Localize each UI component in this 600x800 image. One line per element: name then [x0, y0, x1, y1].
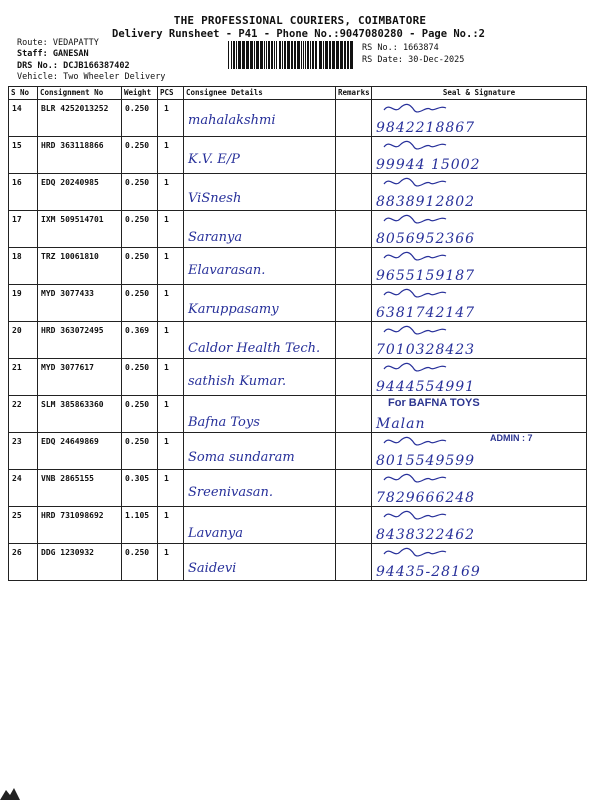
sno-text: 26	[12, 548, 22, 557]
consignment-cell	[38, 470, 122, 507]
consignee-handwriting: Sreenivasan.	[188, 485, 274, 500]
admin-stamp: ADMIN : 7	[490, 433, 533, 443]
route-value: VEDAPATTY	[52, 38, 99, 48]
receiver-phone-handwriting: 8056952366	[376, 231, 476, 247]
consignee-handwriting: mahalakshmi	[188, 113, 276, 128]
route-label: Route:	[17, 38, 48, 48]
pcs-cell	[158, 174, 184, 211]
consignee-cell	[184, 470, 336, 507]
signature-cell	[372, 507, 587, 544]
rs-number-label: RS No.:	[362, 43, 398, 53]
pcs-value: 1	[164, 400, 169, 409]
consignee-cell	[184, 359, 336, 396]
pcs-value: 1	[164, 474, 169, 483]
consignment-cell	[38, 211, 122, 248]
consignment-number: SLM 385863360	[41, 400, 104, 409]
receiver-phone-handwriting: 7829666248	[376, 490, 476, 506]
table-row	[9, 174, 587, 211]
rs-number-line	[362, 43, 439, 53]
drs-label: DRS No.:	[17, 61, 58, 71]
receiver-phone-handwriting: 8838912802	[376, 194, 476, 210]
consignee-handwriting: Lavanya	[188, 526, 243, 541]
consignee-cell	[184, 322, 336, 359]
remarks-cell	[336, 174, 372, 211]
pcs-cell	[158, 544, 184, 581]
signature-scribble-icon	[382, 507, 452, 523]
weight-value: 0.369	[125, 326, 150, 335]
consignment-cell	[38, 100, 122, 137]
signature-cell	[372, 544, 587, 581]
pcs-value: 1	[164, 178, 169, 187]
weight-cell	[122, 396, 158, 433]
sno-cell	[9, 100, 38, 137]
signature-scribble-icon	[382, 248, 452, 264]
weight-cell	[122, 137, 158, 174]
table-row	[9, 137, 587, 174]
weight-cell	[122, 507, 158, 544]
pcs-value: 1	[164, 289, 169, 298]
consignment-number: HRD 731098692	[41, 511, 104, 520]
consignment-number: IXM 509514701	[41, 215, 104, 224]
signature-scribble-icon	[382, 359, 452, 375]
consignee-cell	[184, 174, 336, 211]
vehicle-line	[17, 72, 165, 82]
pcs-cell	[158, 396, 184, 433]
pcs-value: 1	[164, 437, 169, 446]
consignment-cell	[38, 174, 122, 211]
consignee-cell	[184, 100, 336, 137]
bafna-toys-stamp: For BAFNA TOYS	[388, 397, 480, 409]
consignment-number: BLR 4252013252	[41, 104, 109, 113]
receiver-phone-handwriting: Malan	[376, 416, 426, 432]
signature-cell	[372, 137, 587, 174]
page-edge-mark	[0, 786, 20, 800]
sno-text: 24	[12, 474, 22, 483]
pcs-cell	[158, 470, 184, 507]
remarks-cell	[336, 433, 372, 470]
table-row	[9, 248, 587, 285]
remarks-cell	[336, 396, 372, 433]
consignee-cell	[184, 433, 336, 470]
sno-text: 19	[12, 289, 22, 298]
consignee-handwriting: K.V. E/P	[188, 152, 240, 167]
sno-cell	[9, 322, 38, 359]
consignment-cell	[38, 544, 122, 581]
consignee-handwriting: Karuppasamy	[188, 302, 279, 317]
pcs-value: 1	[164, 326, 169, 335]
signature-cell	[372, 211, 587, 248]
column-header: Consignee Details	[184, 87, 336, 100]
table-row	[9, 470, 587, 507]
consignment-cell	[38, 507, 122, 544]
signature-scribble-icon	[382, 174, 452, 190]
signature-scribble-icon	[382, 322, 452, 338]
sno-cell	[9, 137, 38, 174]
consignment-number: TRZ 10061810	[41, 252, 99, 261]
runsheet-subtitle: Delivery Runsheet - P41 - Phone No.:9047080280 - Page No.:2	[112, 28, 485, 40]
vehicle-value: Two Wheeler Delivery	[63, 72, 166, 82]
table-row	[9, 322, 587, 359]
consignee-handwriting: Saranya	[188, 230, 243, 245]
rs-date-line	[362, 55, 464, 65]
pcs-cell	[158, 433, 184, 470]
consignee-cell	[184, 544, 336, 581]
weight-value: 0.250	[125, 104, 150, 113]
weight-cell	[122, 470, 158, 507]
receiver-phone-handwriting: 94435-28169	[376, 564, 481, 580]
signature-scribble-icon	[382, 285, 452, 301]
consignee-handwriting: Saidevi	[188, 561, 237, 576]
sno-text: 22	[12, 400, 22, 409]
pcs-value: 1	[164, 141, 169, 150]
consignee-cell	[184, 248, 336, 285]
weight-value: 1.105	[125, 511, 150, 520]
sno-text: 23	[12, 437, 22, 446]
remarks-cell	[336, 359, 372, 396]
consignment-cell	[38, 248, 122, 285]
pcs-cell	[158, 100, 184, 137]
table-row	[9, 285, 587, 322]
pcs-cell	[158, 322, 184, 359]
weight-cell	[122, 285, 158, 322]
sno-cell	[9, 544, 38, 581]
consignee-handwriting: Soma sundaram	[188, 450, 295, 465]
column-header: Consignment No	[38, 87, 122, 100]
pcs-cell	[158, 285, 184, 322]
signature-cell	[372, 322, 587, 359]
sno-text: 15	[12, 141, 22, 150]
consignment-cell	[38, 359, 122, 396]
remarks-cell	[336, 322, 372, 359]
consignment-number: VNB 2865155	[41, 474, 94, 483]
pcs-cell	[158, 359, 184, 396]
weight-cell	[122, 174, 158, 211]
consignment-number: HRD 363072495	[41, 326, 104, 335]
column-header: Remarks	[336, 87, 372, 100]
weight-value: 0.250	[125, 548, 150, 557]
table-row	[9, 359, 587, 396]
receiver-phone-handwriting: 6381742147	[376, 305, 476, 321]
weight-value: 0.250	[125, 289, 150, 298]
signature-cell	[372, 396, 587, 433]
consignee-handwriting: Elavarasan.	[188, 263, 266, 278]
sno-cell	[9, 211, 38, 248]
remarks-cell	[336, 544, 372, 581]
consignment-cell	[38, 285, 122, 322]
pcs-cell	[158, 137, 184, 174]
weight-value: 0.250	[125, 363, 150, 372]
table-row	[9, 544, 587, 581]
table-row	[9, 100, 587, 137]
consignment-cell	[38, 433, 122, 470]
table-row	[9, 507, 587, 544]
consignee-cell	[184, 137, 336, 174]
sno-text: 18	[12, 252, 22, 261]
remarks-cell	[336, 211, 372, 248]
sno-cell	[9, 396, 38, 433]
weight-value: 0.250	[125, 437, 150, 446]
weight-cell	[122, 433, 158, 470]
sno-cell	[9, 433, 38, 470]
weight-value: 0.250	[125, 252, 150, 261]
signature-scribble-icon	[382, 100, 452, 116]
pcs-value: 1	[164, 548, 169, 557]
column-header: S No	[9, 87, 38, 100]
receiver-phone-handwriting: 9444554991	[376, 379, 476, 395]
runsheet-table	[8, 86, 587, 581]
sno-cell	[9, 248, 38, 285]
column-header: Weight	[122, 87, 158, 100]
weight-value: 0.250	[125, 178, 150, 187]
signature-cell	[372, 470, 587, 507]
consignee-cell	[184, 211, 336, 248]
consignee-handwriting: Caldor Health Tech.	[188, 341, 321, 356]
consignment-number: HRD 363118866	[41, 141, 104, 150]
rs-number-value: 1663874	[402, 43, 439, 53]
consignee-handwriting: sathish Kumar.	[188, 374, 287, 389]
pcs-value: 1	[164, 363, 169, 372]
remarks-cell	[336, 285, 372, 322]
consignee-handwriting: Bafna Toys	[188, 415, 260, 430]
weight-cell	[122, 544, 158, 581]
sno-text: 16	[12, 178, 22, 187]
signature-cell	[372, 174, 587, 211]
sno-text: 21	[12, 363, 22, 372]
drs-line	[17, 61, 130, 71]
remarks-cell	[336, 507, 372, 544]
sno-cell	[9, 174, 38, 211]
weight-value: 0.305	[125, 474, 150, 483]
consignment-number: EDQ 20240985	[41, 178, 99, 187]
signature-scribble-icon	[382, 433, 452, 449]
staff-label: Staff:	[17, 49, 48, 59]
column-header: PCS	[158, 87, 184, 100]
document-title: THE PROFESSIONAL COURIERS, COIMBATORE	[173, 14, 427, 27]
pcs-value: 1	[164, 215, 169, 224]
pcs-cell	[158, 248, 184, 285]
receiver-phone-handwriting: 9655159187	[376, 268, 476, 284]
sno-cell	[9, 507, 38, 544]
signature-scribble-icon	[382, 137, 452, 153]
weight-cell	[122, 248, 158, 285]
sno-text: 20	[12, 326, 22, 335]
weight-cell	[122, 100, 158, 137]
pcs-value: 1	[164, 252, 169, 261]
table-header-row	[9, 87, 587, 100]
consignment-number: DDG 1230932	[41, 548, 94, 557]
consignment-cell	[38, 137, 122, 174]
pcs-cell	[158, 507, 184, 544]
receiver-phone-handwriting: 99944 15002	[376, 157, 481, 173]
sno-cell	[9, 359, 38, 396]
signature-cell	[372, 285, 587, 322]
consignee-handwriting: ViSnesh	[188, 191, 242, 206]
sno-cell	[9, 470, 38, 507]
consignment-cell	[38, 396, 122, 433]
column-header: Seal & Signature	[372, 87, 587, 100]
remarks-cell	[336, 248, 372, 285]
remarks-cell	[336, 100, 372, 137]
weight-cell	[122, 322, 158, 359]
sno-text: 25	[12, 511, 22, 520]
signature-cell	[372, 248, 587, 285]
staff-value: GANESAN	[52, 49, 89, 59]
sno-text: 14	[12, 104, 22, 113]
pcs-value: 1	[164, 104, 169, 113]
signature-cell	[372, 100, 587, 137]
signature-scribble-icon	[382, 470, 452, 486]
consignee-cell	[184, 507, 336, 544]
consignee-cell	[184, 396, 336, 433]
weight-value: 0.250	[125, 215, 150, 224]
sno-cell	[9, 285, 38, 322]
staff-line	[17, 49, 89, 59]
signature-scribble-icon	[382, 544, 452, 560]
table-row	[9, 396, 587, 433]
signature-scribble-icon	[382, 211, 452, 227]
table-row	[9, 433, 587, 470]
remarks-cell	[336, 137, 372, 174]
consignment-number: MYD 3077617	[41, 363, 94, 372]
consignee-cell	[184, 285, 336, 322]
signature-cell	[372, 359, 587, 396]
rs-date-value: 30-Dec-2025	[408, 55, 465, 65]
drs-barcode	[228, 41, 356, 69]
remarks-cell	[336, 470, 372, 507]
receiver-phone-handwriting: 7010328423	[376, 342, 476, 358]
consignment-number: EDQ 24649869	[41, 437, 99, 446]
rs-date-label: RS Date:	[362, 55, 403, 65]
receiver-phone-handwriting: 9842218867	[376, 120, 476, 136]
weight-value: 0.250	[125, 141, 150, 150]
consignment-number: MYD 3077433	[41, 289, 94, 298]
weight-value: 0.250	[125, 400, 150, 409]
vehicle-label: Vehicle:	[17, 72, 58, 82]
drs-value: DCJB166387402	[63, 61, 130, 71]
table-row	[9, 211, 587, 248]
route-line	[17, 38, 99, 48]
receiver-phone-handwriting: 8015549599	[376, 453, 476, 469]
signature-cell	[372, 433, 587, 470]
sno-text: 17	[12, 215, 22, 224]
weight-cell	[122, 211, 158, 248]
weight-cell	[122, 359, 158, 396]
pcs-cell	[158, 211, 184, 248]
pcs-value: 1	[164, 511, 169, 520]
receiver-phone-handwriting: 8438322462	[376, 527, 476, 543]
consignment-cell	[38, 322, 122, 359]
